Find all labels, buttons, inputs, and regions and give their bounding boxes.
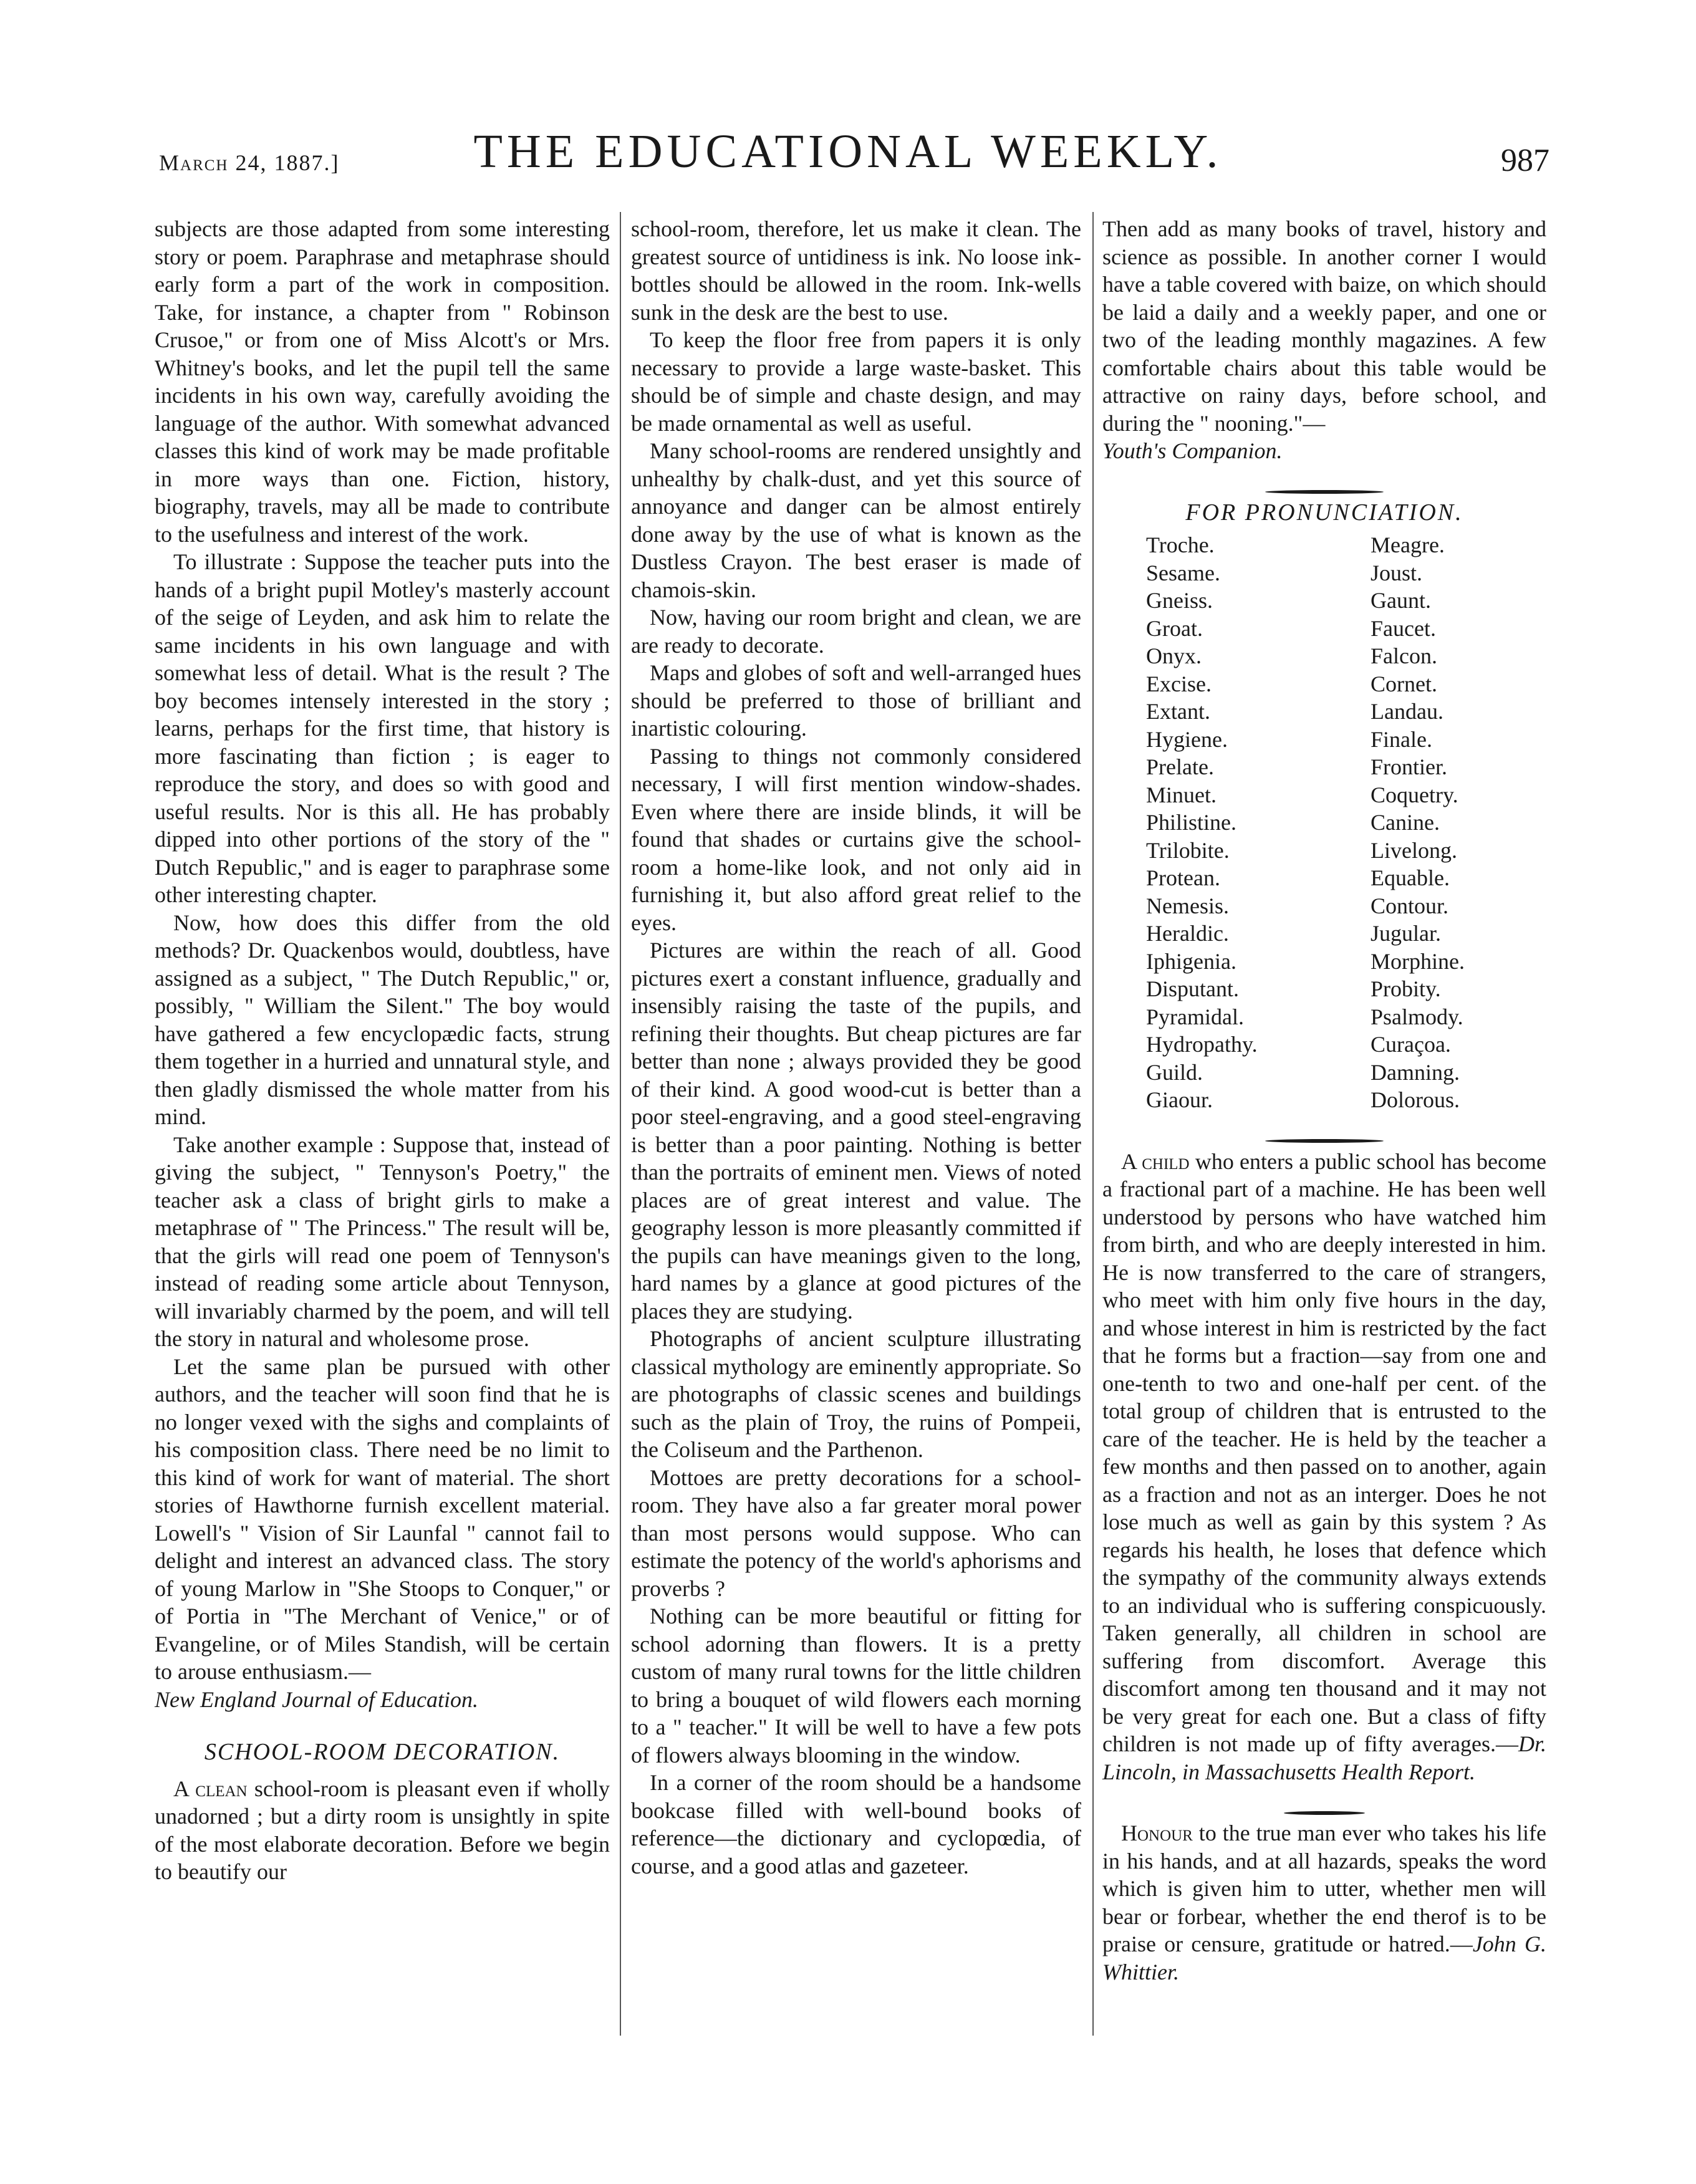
page-number: 987 [1501, 143, 1549, 178]
pronunciation-word: Falcon. [1371, 643, 1437, 668]
pronunciation-word: Probity. [1371, 976, 1441, 1001]
lead-words: A clean [173, 1776, 248, 1801]
pronunciation-word: Philistine. [1146, 810, 1237, 835]
pronunciation-word: Livelong. [1371, 837, 1457, 863]
paragraph: In a corner of the room should be a handsome bookcase filled with well-bound books of reference—the dictionary and cyclopœdia, of course, and a good atlas and gazeteer. [631, 1770, 1081, 1879]
pronunciation-word: Hydropathy. [1146, 1032, 1258, 1057]
paragraph: subjects are those adapted from some interesting story or poem. Paraphrase and metaphrase should early form a part of the work in composition. Take, for instance, a chapter from " Robinson Crusoe," or from one of Miss Alcott's or Mrs. Whitney's books, and let the pupil tell the same incidents in his own way, carefully avoiding the language of the author. With somewhat advanced classes this kind of work may be made profitable in more ways than one. Fiction, history, biography, travels, may all be made to contribute to the usefulness and interest of the work. [155, 216, 610, 547]
pronunciation-word: Joust. [1371, 560, 1423, 585]
column-2 [631, 215, 1081, 1880]
pronunciation-word: Nemesis. [1146, 893, 1229, 918]
pronunciation-word: Contour. [1371, 893, 1449, 918]
paragraph [1102, 1148, 1546, 1786]
paragraph-text: school-room is pleasant even if wholly unadorned ; but a dirty room is unsightly in spite of the most elaborate decoration. Before we begin to beautify our [155, 1776, 610, 1884]
paragraph: To illustrate : Suppose the teacher puts into the hands of a bright pupil Motley's masterly account of the seige of Leyden, and ask him to relate the same incidents in his own language and with somewhat less of detail. What is the result ? The boy becomes intensely interested in the story ; learns, perhaps for the first time, that history is more fascinating than fiction ; is eager to reproduce the story, and does so with good and useful results. Nor is this all. He has probably dipped into other portions of the story of the " Dutch Republic," and is eager to paraphrase some other interesting chapter. [155, 549, 610, 907]
paragraph-text: who enters a public school has become a fractional part of a machine. He has been well understood by persons who have watched him from birth, and who are deeply interested in him. He is now transferred to the care of strangers, who meet with him only five hours in the day, and whose interest in him is restricted by the fact that he forms but a fraction—say from one and one-tenth to two and one-half per cent. of the total group of children that is entrusted to the care of the teacher. He is held by the teacher a few months and then passed on to another, again as a fraction and not as an interger. Does he not lose much as well as gain by this system ? As regards his health, he loses that defence which the sympathy of the community always extends to an individual who is suffering conspicuously. Taken generally, all children in school are suffering from discomfort. Average this discomfort among ten thousand and it may not be very great for each one. But a class of fifty children is not made up of fifty averages.— [1102, 1148, 1546, 1756]
paragraph: Mottoes are pretty decorations for a school-room. They have also a far greater moral power than most persons would suppose. Who can estimate the potency of the world's aphorisms and proverbs ? [631, 1465, 1081, 1601]
pronunciation-word: Frontier. [1371, 754, 1447, 779]
lead-words: A child [1121, 1148, 1190, 1174]
pronunciation-word: Iphigenia. [1146, 948, 1236, 974]
pronunciation-word: Giaour. [1146, 1087, 1213, 1112]
pronunciation-word: Coquetry. [1371, 782, 1458, 807]
lead-words: Honour [1121, 1821, 1193, 1845]
source-credit: Youth's Companion. [1102, 438, 1283, 463]
pronunciation-word: Faucet. [1371, 615, 1436, 641]
pronunciation-word: Cornet. [1371, 671, 1437, 696]
pronunciation-word: Gaunt. [1371, 588, 1431, 613]
paragraph-text: to the true man ever who takes his life in his hands, and at all hazards, speaks the word which is given him to utter, whether men will bear or forbear, whether the end therof is to be praise or censure, gratitude or hatred.— [1102, 1821, 1546, 1956]
pronunciation-word: Canine. [1371, 810, 1440, 835]
pronunciation-word: Prelate. [1146, 754, 1214, 779]
paragraph: Now, how does this differ from the old methods? Dr. Quackenbos would, doubtless, have assigned as a subject, " The Dutch Republic," or, possibly, " William the Silent." The boy would have gathered a few encyclopædic facts, strung them together in a hurried and unnatural style, and then gladly dismissed the whole matter from his mind. [155, 910, 610, 1129]
pronunciation-word: Jugular. [1371, 921, 1441, 946]
pronunciation-word: Heraldic. [1146, 921, 1229, 946]
column-divider [620, 212, 621, 2036]
paragraph: Passing to things not commonly considered necessary, I will first mention window-shades. Even where there are inside blinds, it will be found that shades or curtains give the school-room a home-like look, and not only aid in furnishing it, but also afford great relief to the eyes. [631, 743, 1081, 935]
pronunciation-word: Dolorous. [1371, 1087, 1460, 1112]
pronunciation-word: Excise. [1146, 671, 1212, 696]
pronunciation-word: Equable. [1371, 865, 1450, 890]
issue-date: March 24, 1887.] [159, 150, 340, 175]
paragraph: Then add as many books of travel, history and science as possible. In another corner I would have a table covered with baize, on which should be laid a daily and a weekly paper, and one or two of the leading monthly magazines. A few comfortable chairs about this table would be attractive on rainy days, before school, and during the " nooning."— [1102, 216, 1546, 436]
pronunciation-word: Morphine. [1371, 948, 1465, 974]
paragraph: Take another example : Suppose that, instead of giving the subject, " Tennyson's Poetry," the teacher ask a class of bright girls to make a metaphrase of " The Princess." The result will be, that the girls will read one poem of Tennyson's instead of reading some article about Tennyson, will invariably charmed by the poem, and will tell the story in natural and wholesome prose. [155, 1132, 610, 1351]
paragraph: Maps and globes of soft and well-arranged hues should be preferred to those of brilliant and inartistic colouring. [631, 660, 1081, 741]
paragraph: Now, having our room bright and clean, we are are ready to decorate. [631, 605, 1081, 658]
pronunciation-word: Psalmody. [1371, 1004, 1463, 1029]
page-header [0, 125, 1696, 193]
paragraph: To keep the floor free from papers it is only necessary to provide a large waste-basket. This should be of simple and chaste design, and may be made ornamental as well as useful. [631, 327, 1081, 436]
pronunciation-list [1146, 531, 1546, 1114]
pronunciation-word: Onyx. [1146, 643, 1202, 668]
ornamental-rule [1102, 1797, 1546, 1806]
pronunciation-title: FOR PRONUNCIATION. [1185, 499, 1463, 526]
column-3 [1102, 215, 1546, 1986]
pronunciation-word: Protean. [1146, 865, 1220, 890]
pronunciation-word: Sesame. [1146, 560, 1220, 585]
pronunciation-word: Trilobite. [1146, 837, 1230, 863]
paragraph: Pictures are within the reach of all. Good pictures exert a constant influence, gradually and insensibly raising the taste of the pupils, and refining their thoughts. But cheap pictures are far better than none ; always provided they be good of their kind. A good wood-cut is better than a poor steel-engraving, and a good steel-engraving is better than a poor painting. Nothing is better than the portraits of eminent men. Views of noted places are of great interest and value. The geography lesson is more pleasantly committed if the pupils can have meanings given to the long, hard names by a glance at good pictures of the places they are studying. [631, 938, 1081, 1324]
pronunciation-word: Groat. [1146, 615, 1203, 641]
paragraph: Let the same plan be pursued with other authors, and the teacher will soon find that he is no longer vexed with the sighs and complaints of his composition class. There need be no limit to this kind of work for want of material. The short stories of Hawthorne furnish excellent material. Lowell's " Vision of Sir Launfal " cannot fail to delight and interest an advanced class. The story of young Marlow in "She Stoops to Conquer," or of Portia in "The Merchant of Venice," or of Evangeline, or of Miles Standish, will be certain to arouse enthusiasm.— [155, 1354, 610, 1684]
pronunciation-word: Guild. [1146, 1059, 1203, 1085]
paragraph: Photographs of ancient sculpture illustrating classical mythology are eminently appropriate. So are photographs of classic scenes and buildings such as the plain of Troy, the ruins of Pompeii, the Coliseum and the Parthenon. [631, 1326, 1081, 1462]
ornamental-rule [1102, 476, 1546, 485]
paragraph [1102, 1819, 1546, 1986]
source-credit: New England Journal of Education. [155, 1686, 478, 1712]
paragraph [155, 1775, 610, 1886]
pronunciation-word: Hygiene. [1146, 726, 1228, 752]
paragraph: Nothing can be more beautiful or fitting for school adorning than flowers. It is a pretty custom of many rural towns for the little children to bring a bouquet of wild flowers each morning to a " teacher." It will be well to have a few pots of flowers always blooming in the window. [631, 1604, 1081, 1768]
pronunciation-word: Meagre. [1371, 532, 1445, 557]
section-title: SCHOOL-ROOM DECORATION. [204, 1739, 561, 1765]
source-credit: John G. Whittier. [1102, 1931, 1546, 1984]
pronunciation-word: Finale. [1371, 726, 1432, 752]
source-credit: Dr. Lincoln, in Massachusetts Health Report. [1102, 1731, 1546, 1784]
publication-title: THE EDUCATIONAL WEEKLY. [473, 125, 1223, 178]
pronunciation-word: Damning. [1371, 1059, 1460, 1085]
pronunciation-word: Troche. [1146, 532, 1215, 557]
pronunciation-word: Gneiss. [1146, 588, 1213, 613]
pronunciation-word: Landau. [1371, 699, 1443, 724]
pronunciation-word: Pyramidal. [1146, 1004, 1244, 1029]
pronunciation-word: Extant. [1146, 699, 1210, 724]
pronunciation-word: Curaçoa. [1371, 1032, 1451, 1057]
paragraph: school-room, therefore, let us make it clean. The greatest source of untidiness is ink. No loose ink-bottles should be allowed in the room. Ink-wells sunk in the desk are the best to use. [631, 216, 1081, 325]
column-divider [1092, 212, 1094, 2036]
pronunciation-word: Disputant. [1146, 976, 1239, 1001]
pronunciation-word: Minuet. [1146, 782, 1217, 807]
paragraph: Many school-rooms are rendered unsightly and unhealthy by chalk-dust, and yet this source of annoyance and danger can be almost entirely done away by the use of what is known as the Dustless Crayon. The best eraser is made of chamois-skin. [631, 438, 1081, 602]
ornamental-rule [1102, 1125, 1546, 1134]
column-1 [155, 215, 610, 1886]
